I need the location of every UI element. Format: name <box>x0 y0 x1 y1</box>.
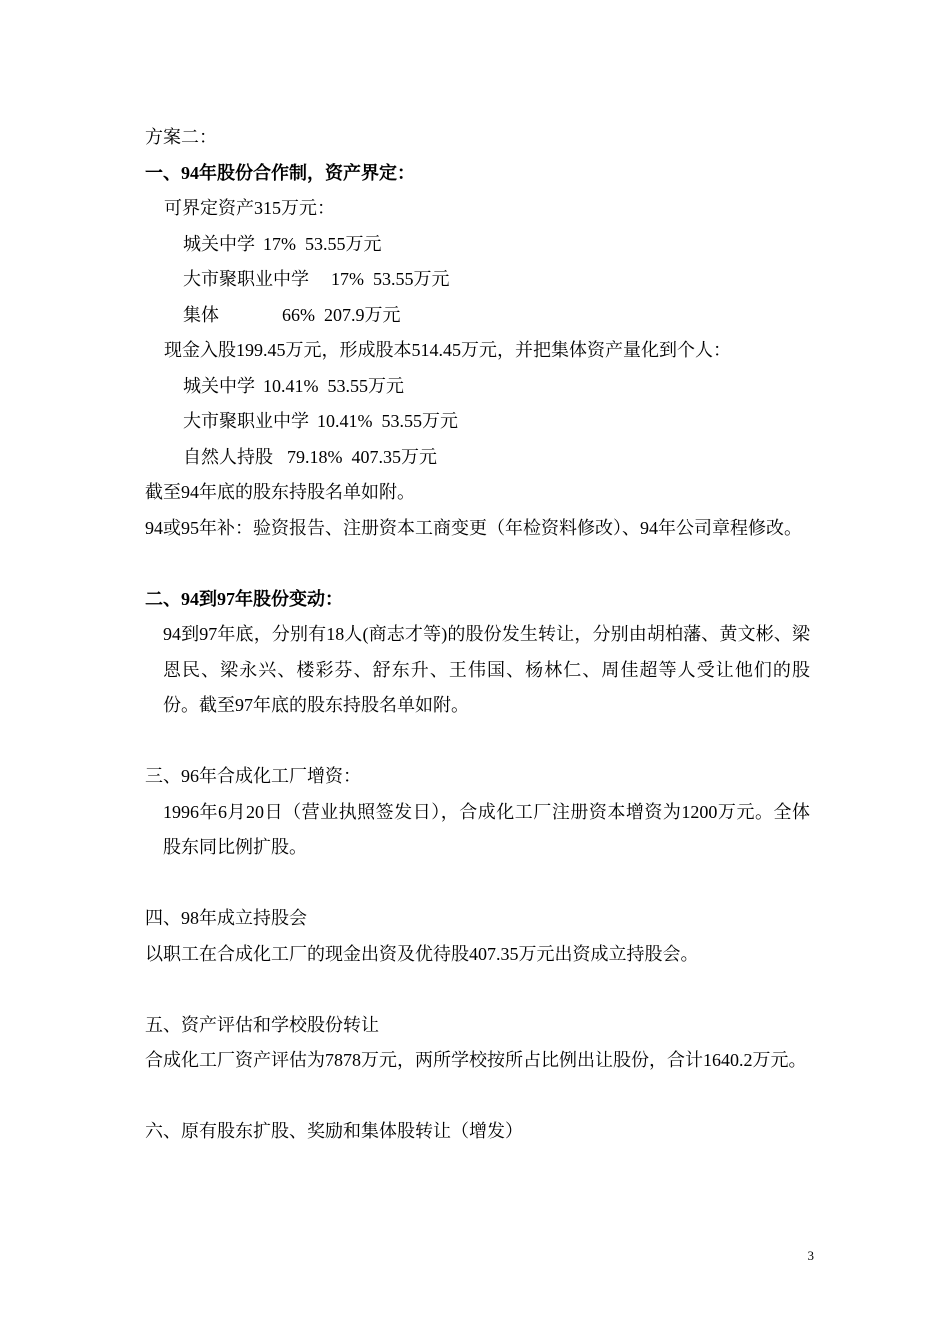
quantified-pct: 10.41% <box>263 375 319 396</box>
assets-line: 可界定资产315万元： <box>164 198 335 218</box>
section1-heading: 一、94年股份合作制，资产界定： <box>145 162 415 183</box>
quantified-pct: 79.18% <box>287 446 343 467</box>
quantified-amount: 53.55万元 <box>327 375 404 396</box>
section2-body: 94到97年底，分别有18人(商志才等)的股份发生转让，分别由胡柏藩、黄文彬、梁恩民、梁永兴、楼彩芬、舒东升、王伟国、杨林仁、周佳超等人受让他们的股份。截至97年底的股东持股名单如附。 <box>163 624 810 715</box>
holding-name: 大市聚职业中学 <box>183 269 309 289</box>
holding-pct: 17% <box>263 233 296 254</box>
holding-amount: 53.55万元 <box>305 233 382 254</box>
spacer <box>145 724 810 760</box>
holding-pct: 17% <box>331 269 364 289</box>
holding-amount: 53.55万元 <box>373 269 450 289</box>
plan-label: 方案二： <box>145 127 217 147</box>
quantified-row <box>145 440 810 476</box>
quantified-name: 自然人持股 <box>183 446 273 467</box>
section3-body: 1996年6月20日（营业执照签发日），合成化工厂注册资本增资为1200万元。全体股东同比例扩股。 <box>163 801 810 857</box>
quantified-row <box>145 404 810 440</box>
holding-row <box>145 227 810 263</box>
section6-heading: 六、原有股东扩股、奖励和集体股转让（增发） <box>145 1121 523 1141</box>
spacer <box>145 866 810 902</box>
holding-amount: 207.9万元 <box>324 304 401 325</box>
page-number: 3 <box>807 1248 814 1263</box>
quantified-amount: 407.35万元 <box>351 446 437 467</box>
holding-row <box>145 298 810 334</box>
section5-heading: 五、资产评估和学校股份转让 <box>145 1014 379 1035</box>
section4-heading: 四、98年成立持股会 <box>145 908 307 928</box>
document-body <box>145 120 810 1150</box>
quantified-row <box>145 369 810 405</box>
holding-pct: 66% <box>282 304 315 325</box>
cash-line: 现金入股199.45万元，形成股本514.45万元，并把集体资产量化到个人： <box>164 340 731 360</box>
holding-row <box>145 262 810 298</box>
section5-body: 合成化工厂资产评估为7878万元，两所学校按所占比例出让股份，合计1640.2万元。 <box>145 1050 807 1070</box>
section2-heading: 二、94到97年股份变动： <box>145 588 343 609</box>
list-note: 截至94年底的股东持股名单如附。 <box>145 482 415 502</box>
holding-name: 城关中学 <box>183 233 255 254</box>
quantified-name: 城关中学 <box>183 375 255 396</box>
spacer <box>145 1079 810 1115</box>
holding-name: 集体 <box>183 304 219 325</box>
quantified-amount: 53.55万元 <box>381 411 458 431</box>
section3-heading: 三、96年合成化工厂增资： <box>145 766 361 786</box>
spacer <box>145 546 810 582</box>
supplement-paragraph: 94或95年补：验资报告、注册资本工商变更（年检资料修改）、94年公司章程修改。 <box>145 517 802 538</box>
quantified-pct: 10.41% <box>317 411 373 431</box>
spacer <box>145 972 810 1008</box>
quantified-name: 大市聚职业中学 <box>183 411 309 431</box>
section4-body: 以职工在合成化工厂的现金出资及优待股407.35万元出资成立持股会。 <box>145 943 699 964</box>
